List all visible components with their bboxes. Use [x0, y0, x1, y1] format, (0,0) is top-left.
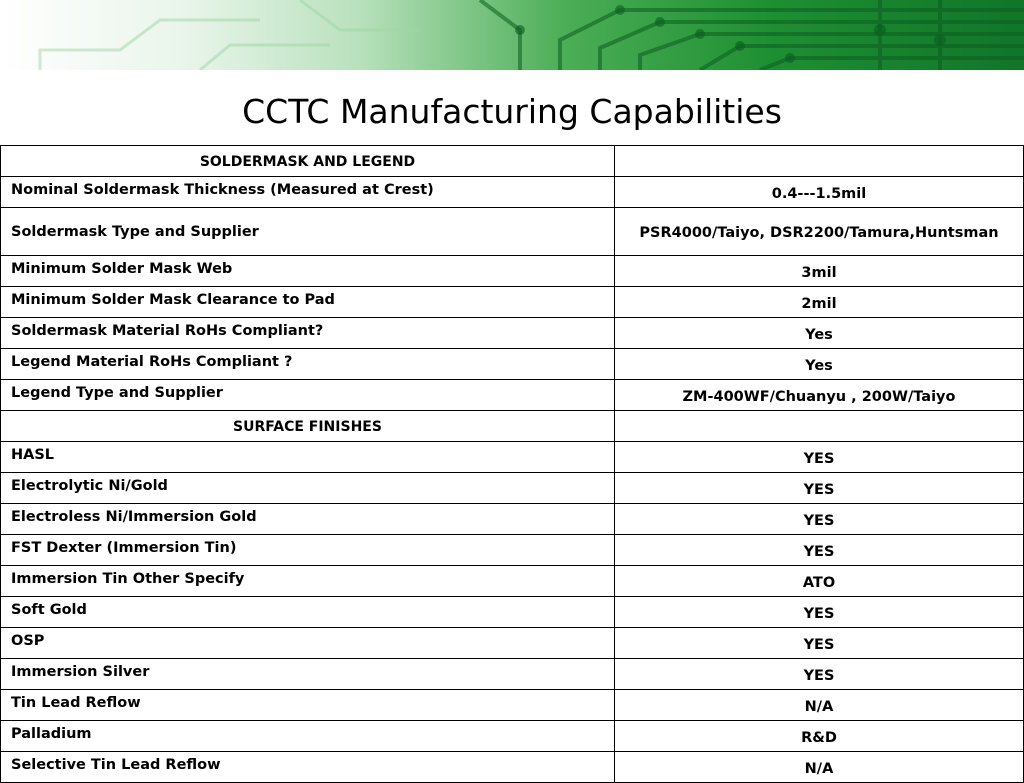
row-value: ZM-400WF/Chuanyu , 200W/Taiyo: [615, 380, 1024, 411]
row-label: Electroless Ni/Immersion Gold: [1, 504, 615, 535]
table-row: [1, 208, 1024, 256]
row-label: Soldermask Type and Supplier: [1, 208, 615, 256]
row-value: YES: [615, 659, 1024, 690]
table-row: [1, 349, 1024, 380]
table-row: [1, 597, 1024, 628]
table-row: [1, 473, 1024, 504]
circuit-traces-graphic: [0, 0, 1024, 70]
table-row: [1, 256, 1024, 287]
row-value: YES: [615, 504, 1024, 535]
row-label: Soft Gold: [1, 597, 615, 628]
row-label: Nominal Soldermask Thickness (Measured at Crest): [1, 177, 615, 208]
row-label: Palladium: [1, 721, 615, 752]
page-title: CCTC Manufacturing Capabilities: [242, 92, 782, 131]
row-label: FST Dexter (Immersion Tin): [1, 535, 615, 566]
row-value: PSR4000/Taiyo, DSR2200/Tamura,Huntsman: [615, 208, 1024, 256]
table-row: [1, 504, 1024, 535]
row-label: Tin Lead Reflow: [1, 690, 615, 721]
table-row: [1, 177, 1024, 208]
row-label: Minimum Solder Mask Web: [1, 256, 615, 287]
row-value: ATO: [615, 566, 1024, 597]
row-label: Electrolytic Ni/Gold: [1, 473, 615, 504]
row-label: OSP: [1, 628, 615, 659]
table-row: [1, 566, 1024, 597]
row-value: N/A: [615, 752, 1024, 783]
row-label: Legend Material RoHs Compliant ?: [1, 349, 615, 380]
table-row: [1, 628, 1024, 659]
row-label: Soldermask Material RoHs Compliant?: [1, 318, 615, 349]
section-heading: SOLDERMASK AND LEGEND: [1, 146, 615, 177]
row-label: Immersion Silver: [1, 659, 615, 690]
capabilities-table: [0, 145, 1024, 783]
row-label: Selective Tin Lead Reflow: [1, 752, 615, 783]
row-value: 0.4---1.5mil: [615, 177, 1024, 208]
row-value: Yes: [615, 318, 1024, 349]
row-label: Immersion Tin Other Specify: [1, 566, 615, 597]
section-header-row: [1, 411, 1024, 442]
row-value: YES: [615, 535, 1024, 566]
row-value: N/A: [615, 690, 1024, 721]
row-value: YES: [615, 628, 1024, 659]
table-row: [1, 287, 1024, 318]
row-value: YES: [615, 597, 1024, 628]
table-row: [1, 318, 1024, 349]
section-empty-cell: [615, 146, 1024, 177]
section-header-row: [1, 146, 1024, 177]
row-value: 3mil: [615, 256, 1024, 287]
row-label: Legend Type and Supplier: [1, 380, 615, 411]
section-heading: SURFACE FINISHES: [1, 411, 615, 442]
row-label: Minimum Solder Mask Clearance to Pad: [1, 287, 615, 318]
row-value: R&D: [615, 721, 1024, 752]
row-value: Yes: [615, 349, 1024, 380]
table-row: [1, 659, 1024, 690]
table-row: [1, 380, 1024, 411]
circuit-board-banner: [0, 0, 1024, 70]
row-value: 2mil: [615, 287, 1024, 318]
row-value: YES: [615, 473, 1024, 504]
table-row: [1, 442, 1024, 473]
table-row: [1, 690, 1024, 721]
section-empty-cell: [615, 411, 1024, 442]
row-value: YES: [615, 442, 1024, 473]
table-row: [1, 752, 1024, 783]
table-row: [1, 535, 1024, 566]
table-row: [1, 721, 1024, 752]
row-label: HASL: [1, 442, 615, 473]
